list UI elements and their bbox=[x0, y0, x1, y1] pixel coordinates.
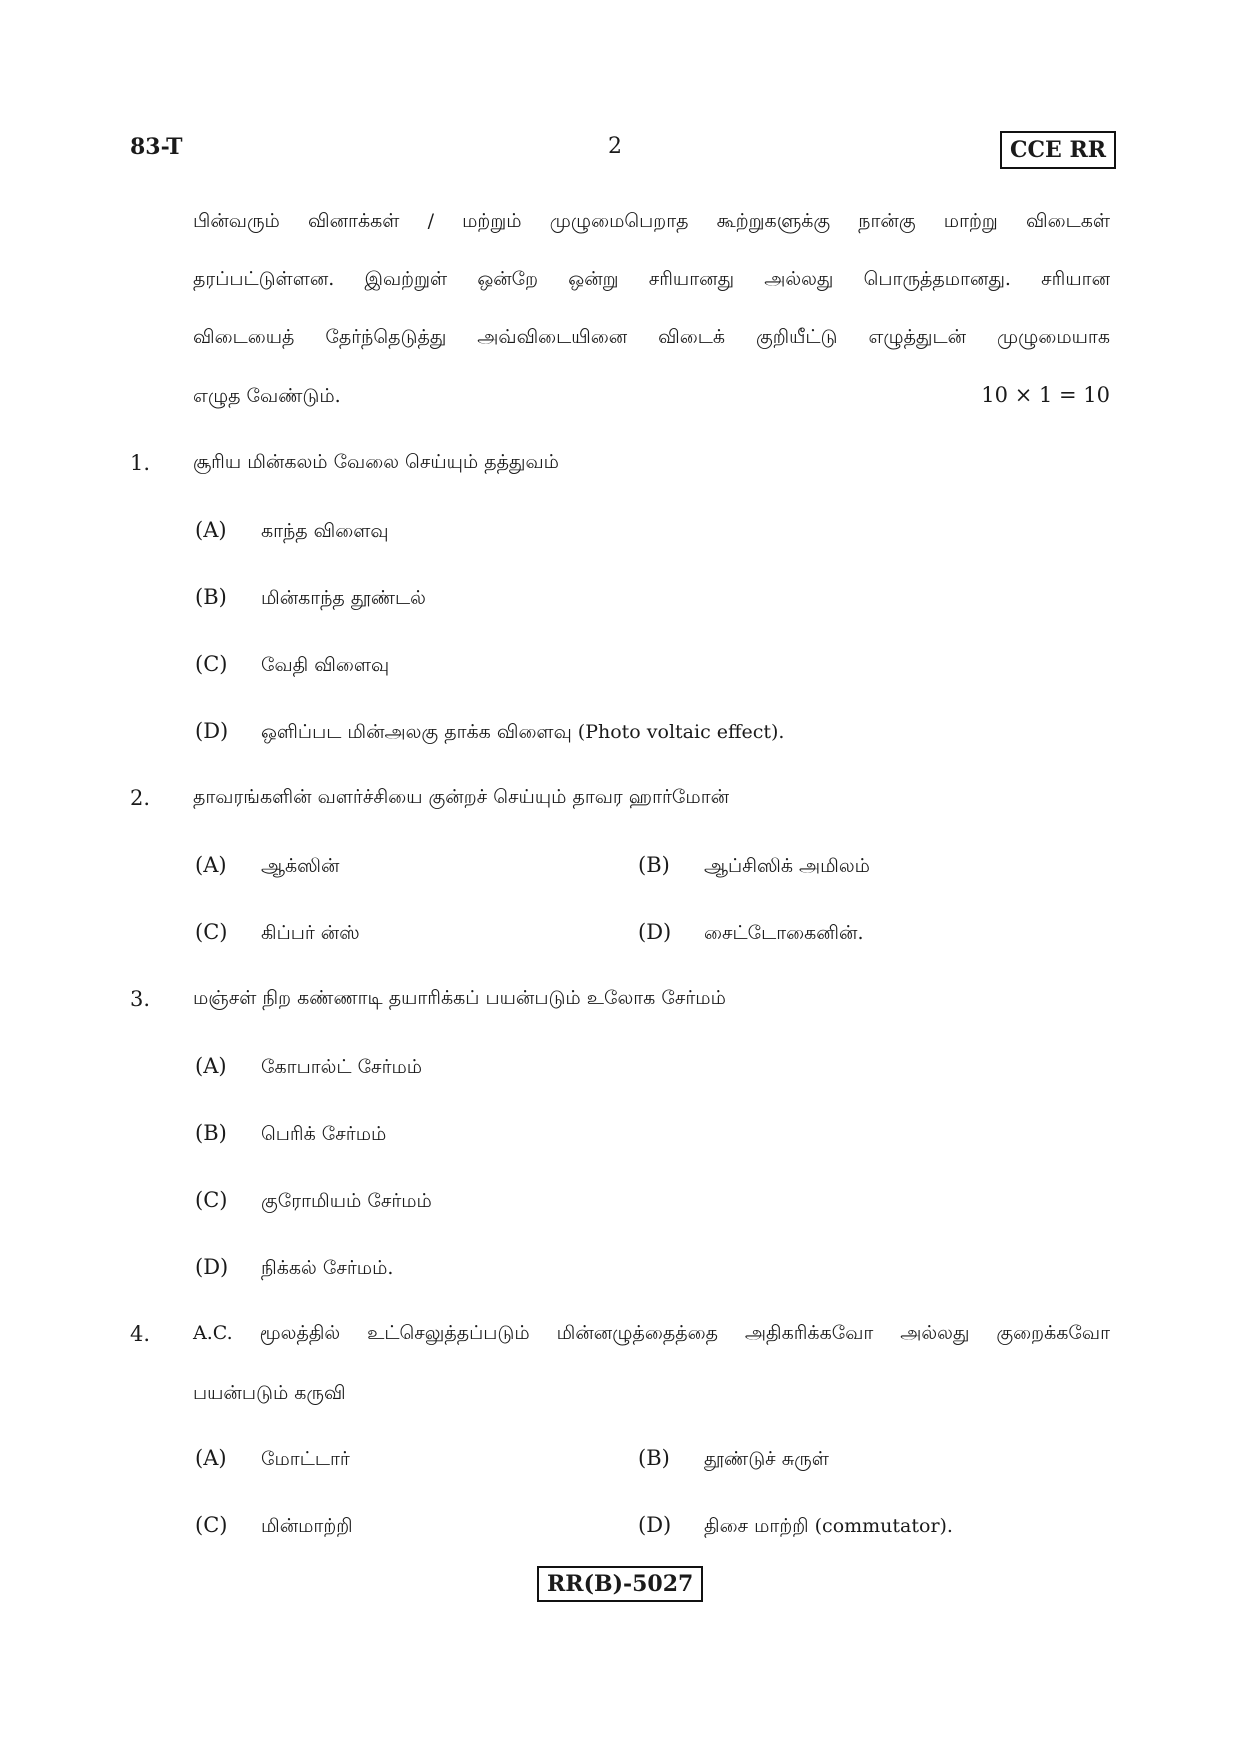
option-label: (C) bbox=[195, 1188, 228, 1212]
option-text: மின்மாற்றி bbox=[261, 1515, 353, 1537]
question-number: 3. bbox=[130, 987, 151, 1011]
option-label: (A) bbox=[195, 1446, 227, 1470]
option-text: வேதி விளைவு bbox=[261, 654, 390, 676]
option-c bbox=[195, 920, 360, 947]
question-number: 1. bbox=[130, 451, 151, 475]
instruction-line: தரப்பட்டுள்ளன. இவற்றுள் ஒன்றே ஒன்று சரியானது அல்லது பொருத்தமானது. சரியான bbox=[193, 268, 1110, 290]
option-text: சைட்டோகைனின். bbox=[704, 922, 864, 944]
option-b bbox=[195, 1121, 386, 1148]
instruction-line: எழுத வேண்டும். bbox=[193, 385, 341, 407]
option-text: மின்காந்த தூண்டல் bbox=[261, 587, 426, 609]
option-d bbox=[638, 1513, 953, 1540]
option-text: ஆக்ஸின் bbox=[261, 855, 340, 877]
option-label: (C) bbox=[195, 652, 228, 676]
option-c bbox=[195, 1513, 353, 1540]
option-label: (A) bbox=[195, 518, 227, 542]
option-text: ஆப்சிஸிக் அமிலம் bbox=[704, 855, 870, 877]
option-d bbox=[195, 1255, 393, 1282]
option-label: (D) bbox=[195, 719, 229, 743]
question-number: 4. bbox=[130, 1322, 151, 1346]
option-label: (D) bbox=[195, 1255, 229, 1279]
option-label: (B) bbox=[195, 1121, 227, 1145]
question-stem: சூரிய மின்கலம் வேலை செய்யும் தத்துவம் bbox=[193, 451, 559, 473]
option-label: (A) bbox=[195, 853, 227, 877]
option-label: (B) bbox=[195, 585, 227, 609]
option-b bbox=[195, 585, 426, 612]
option-label: (B) bbox=[638, 1446, 670, 1470]
question-stem-line-2: பயன்படும் கருவி bbox=[193, 1382, 346, 1404]
option-text: தூண்டுச் சுருள் bbox=[704, 1448, 829, 1470]
option-a bbox=[195, 518, 389, 545]
option-d bbox=[195, 719, 784, 746]
page-number: 2 bbox=[608, 134, 622, 159]
cce-rr-box: CCE RR bbox=[1000, 131, 1116, 169]
instruction-line: விடையைத் தேர்ந்தெடுத்து அவ்விடையினை விடைக் குறியீட்டு எழுத்துடன் முழுமையாக bbox=[193, 326, 1110, 348]
option-label: (B) bbox=[638, 853, 670, 877]
option-c bbox=[195, 652, 389, 679]
option-b bbox=[638, 1446, 829, 1473]
question-stem-line-1: A.C. மூலத்தில் உட்செலுத்தப்படும் மின்னழுத்தைத்தை அதிகரிக்கவோ அல்லது குறைக்கவோ bbox=[193, 1322, 1110, 1344]
option-a bbox=[195, 1446, 350, 1473]
option-label: (A) bbox=[195, 1054, 227, 1078]
option-label: (D) bbox=[638, 920, 672, 944]
paper-code: 83-T bbox=[130, 134, 183, 160]
option-text: நிக்கல் சேர்மம். bbox=[261, 1257, 394, 1279]
marks-allocation: 10 × 1 = 10 bbox=[981, 383, 1110, 407]
question-number: 2. bbox=[130, 786, 151, 810]
option-label: (D) bbox=[638, 1513, 672, 1537]
option-text: பெரிக் சேர்மம் bbox=[261, 1123, 387, 1145]
option-text: குரோமியம் சேர்மம் bbox=[261, 1190, 432, 1212]
option-text: காந்த விளைவு bbox=[261, 520, 389, 542]
footer-code-box: RR(B)-5027 bbox=[537, 1566, 703, 1602]
question-stem: தாவரங்களின் வளர்ச்சியை குன்றச் செய்யும் தாவர ஹார்மோன் bbox=[193, 786, 730, 808]
option-d bbox=[638, 920, 864, 947]
option-text: ஒளிப்பட மின்அலகு தாக்க விளைவு (Photo voltaic effect). bbox=[261, 721, 785, 743]
option-label: (C) bbox=[195, 1513, 228, 1537]
option-b bbox=[638, 853, 870, 880]
option-text: மோட்டார் bbox=[261, 1448, 350, 1470]
option-c bbox=[195, 1188, 432, 1215]
option-text: கிப்பர் ன்ஸ் bbox=[261, 922, 360, 944]
option-text: கோபால்ட் சேர்மம் bbox=[261, 1056, 423, 1078]
instruction-line: பின்வரும் வினாக்கள் / மற்றும் முழுமைபெறாத கூற்றுகளுக்கு நான்கு மாற்று விடைகள் bbox=[193, 210, 1110, 232]
option-label: (C) bbox=[195, 920, 228, 944]
option-text: திசை மாற்றி (commutator). bbox=[704, 1515, 953, 1537]
option-a bbox=[195, 1054, 422, 1081]
question-stem: மஞ்சள் நிற கண்ணாடி தயாரிக்கப் பயன்படும் உலோக சேர்மம் bbox=[193, 987, 726, 1009]
option-a bbox=[195, 853, 339, 880]
